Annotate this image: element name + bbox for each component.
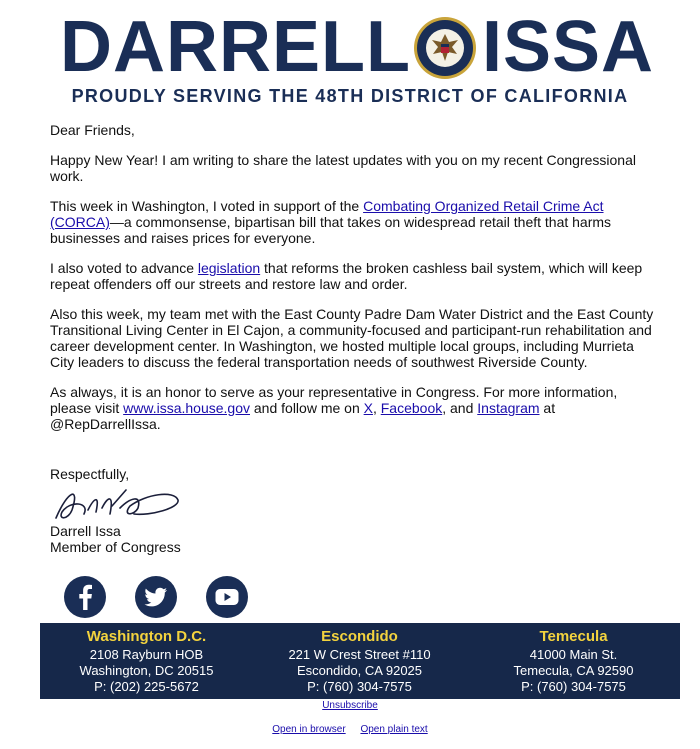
tagline: PROUDLY SERVING THE 48TH DISTRICT OF CALIFORNIA: [71, 86, 629, 106]
paragraph-4: Also this week, my team met with the East County Padre Dam Water District and the East County Transitional Living Center in El Cajon, a community-focused and participant-run rehabilitation and career development center. In Washington, we hosted multiple local groups, including Murrieta City leaders to discuss the federal transportation needs of southwest Riverside County.: [50, 306, 654, 370]
youtube-icon[interactable]: [206, 576, 248, 618]
office-phone: P: (760) 304-7575: [521, 679, 626, 694]
office-washington: [40, 628, 253, 695]
office-phone: P: (760) 304-7575: [307, 679, 412, 694]
closing: Respectfully,: [50, 466, 130, 482]
house-seal-icon: [413, 16, 477, 80]
office-locality: Escondido, CA 92025: [296, 663, 423, 678]
unsubscribe-link[interactable]: Unsubscribe: [322, 700, 378, 711]
office-address: 221 W Crest Street #110: [288, 647, 431, 662]
office-city: Washington D.C.: [86, 628, 207, 645]
signer-title: Member of Congress: [50, 539, 181, 555]
instagram-link[interactable]: Instagram: [477, 400, 540, 416]
twitter-icon[interactable]: [135, 576, 177, 618]
facebook-link[interactable]: Facebook: [380, 400, 443, 416]
paragraph-5: As always, it is an honor to serve as your representative in Congress. For more information, please visit www.issa.house.gov and follow me on X, Facebook, and Instagram at @RepDarrellIssa.: [50, 384, 618, 432]
greeting: Dear Friends,: [50, 122, 135, 138]
office-address: 2108 Rayburn HOB: [89, 647, 204, 662]
signature-image: [50, 480, 185, 525]
unsubscribe-row: [0, 700, 700, 711]
paragraph-1: Happy New Year! I am writing to share the latest updates with you on my recent Congressional work.: [50, 152, 636, 184]
x-link[interactable]: X: [363, 400, 373, 416]
office-locality: Temecula, CA 92590: [513, 663, 634, 678]
last-name: ISSA: [482, 7, 655, 87]
office-temecula: [467, 628, 680, 695]
office-phone: P: (202) 225-5672: [94, 679, 199, 694]
office-locality: Washington, DC 20515: [79, 663, 214, 678]
facebook-icon[interactable]: [64, 576, 106, 618]
signer-name: Darrell Issa: [50, 523, 121, 539]
website-link[interactable]: www.issa.house.gov: [123, 400, 250, 416]
paragraph-2: This week in Washington, I voted in support of the Combating Organized Retail Crime Act (CORCA)—a commonsense, bipartisan bill that takes on widespread retail theft that harms businesses and raises prices for everyone.: [50, 198, 612, 246]
signer-block: [50, 523, 181, 555]
first-name: DARRELL: [60, 7, 411, 87]
office-city: Escondido: [321, 628, 398, 645]
open-in-browser-link[interactable]: Open in browser: [272, 724, 346, 735]
office-city: Temecula: [539, 628, 608, 645]
corca-link[interactable]: Combating Organized Retail Crime Act (CORCA): [50, 198, 604, 230]
office-address: 41000 Main St.: [529, 647, 618, 662]
paragraph-3: I also voted to advance legislation that reforms the broken cashless bail system, which will keep repeat offenders off our streets and restore law and order.: [50, 260, 643, 292]
letter-body: [50, 122, 660, 446]
offices-bar: [40, 623, 680, 699]
header: [0, 0, 700, 108]
legislation-link[interactable]: legislation: [197, 260, 261, 276]
office-escondido: [253, 628, 466, 695]
view-options-row: [0, 724, 700, 735]
open-plain-text-link[interactable]: Open plain text: [360, 724, 428, 735]
